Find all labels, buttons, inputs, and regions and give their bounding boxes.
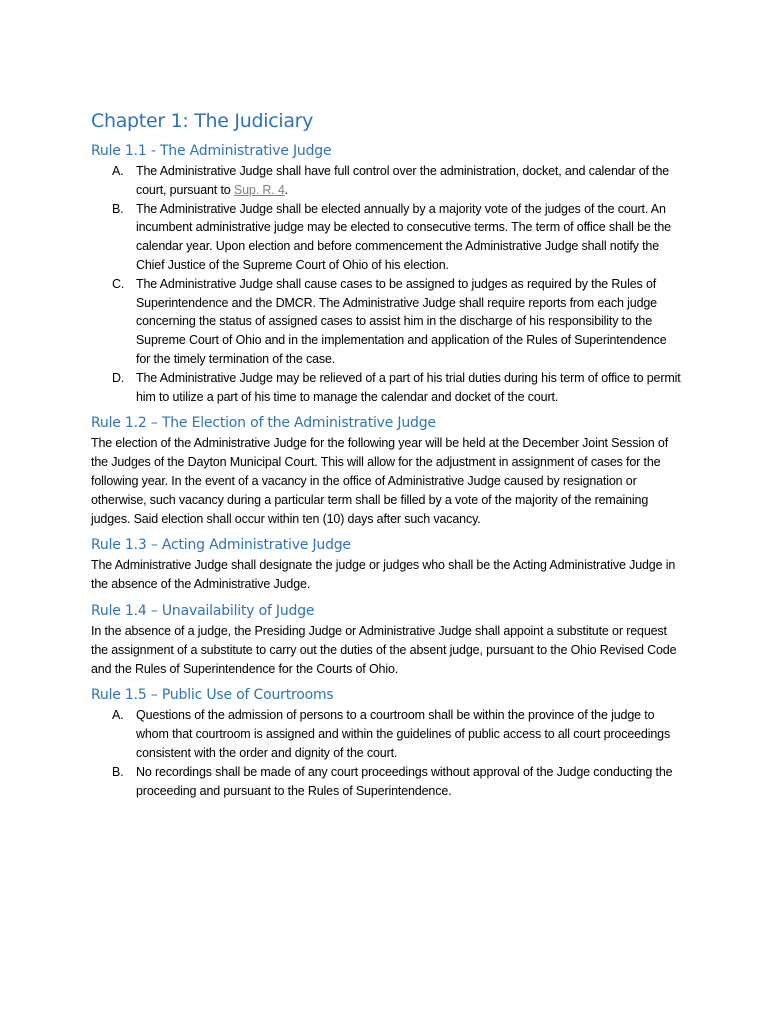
rule-1-5-list xyxy=(91,706,683,800)
document-page xyxy=(91,108,683,805)
rule-1-4-text: In the absence of a judge, the Presiding Judge or Administrative Judge shall appoint a substitute or request the assignment of a substitute to carry out the duties of the absent judge, pursuant to the Ohio Revised Code and the Rules of Superintendence for the Courts of Ohio. xyxy=(91,623,677,676)
list-item-text: Questions of the admission of persons to a courtroom shall be within the province of the judge to whom that courtroom is assigned and within the guidelines of public access to all court proceedings consistent with the order and dignity of the court. xyxy=(136,708,671,760)
list-marker: D. xyxy=(112,370,125,385)
list-item xyxy=(91,162,683,200)
rule-1-4-heading: Rule 1.4 – Unavailability of Judge xyxy=(91,602,315,619)
sup-r-4-link[interactable]: Sup. R. 4 xyxy=(233,182,285,197)
list-item xyxy=(91,706,683,762)
list-item-text xyxy=(136,162,683,200)
list-item xyxy=(91,763,683,801)
list-item-text: The Administrative Judge shall cause cases to be assigned to judges as required by the Rules of Superintendence and the DMCR. The Administrative Judge shall require reports from each judge concerning the status of assigned cases to assist him in the discharge of his responsibility to the Supreme Court of Ohio and in the implementation and application of the Rules of Superintendence for the timely termination of the case. xyxy=(136,276,667,366)
list-marker: B. xyxy=(112,764,124,779)
list-marker: C. xyxy=(112,276,125,291)
rule-1-5-heading: Rule 1.5 – Public Use of Courtrooms xyxy=(91,687,334,704)
list-marker: A. xyxy=(112,164,124,178)
rule-1-1-heading: Rule 1.1 - The Administrative Judge xyxy=(91,143,332,159)
rule-1-2-text: The election of the Administrative Judge for the following year will be held at the December Joint Session of the Judges of the Dayton Municipal Court. This will allow for the adjustment in assignment of cases for the following year. In the event of a vacancy in the office of Administrative Judge caused by resignation or otherwise, such vacancy during a particular term shall be filled by a vote of the majority of the remaining judges. Said election shall occur within ten (10) days after such vacancy. xyxy=(91,436,669,526)
chapter-title: Chapter 1: The Judiciary xyxy=(91,110,314,132)
list-item xyxy=(91,369,683,407)
list-marker: B. xyxy=(112,201,124,216)
list-item xyxy=(91,275,683,369)
rule-1-3-heading: Rule 1.3 – Acting Administrative Judge xyxy=(91,537,351,554)
list-item-text: The Administrative Judge may be relieved of a part of his trial duties during his term of office to permit him to utilize a part of his time to manage the calendar and docket of the court. xyxy=(136,370,681,404)
text-segment: . xyxy=(284,182,288,197)
list-marker: A. xyxy=(112,708,124,723)
rule-1-3-text: The Administrative Judge shall designate the judge or judges who shall be the Acting Administrative Judge in the absence of the Administrative Judge. xyxy=(91,558,676,592)
rule-1-2-heading: Rule 1.2 – The Election of the Administrative Judge xyxy=(91,415,436,432)
rule-1-1-list xyxy=(91,162,683,406)
list-item-text: No recordings shall be made of any court proceedings without approval of the Judge conducting the proceeding and pursuant to the Rules of Superintendence. xyxy=(136,764,673,798)
list-item-text: The Administrative Judge shall be elected annually by a majority vote of the judges of the court. An incumbent administrative judge may be elected to consecutive terms. The term of office shall be the calendar year. Upon election and before commencement the Administrative Judge shall notify the Chief Justice of the Supreme Court of Ohio of his election. xyxy=(136,201,671,272)
text-segment: The Administrative Judge shall have full control over the administration, docket, and calendar of the court, pursuant to xyxy=(136,164,670,197)
list-item xyxy=(91,200,683,275)
